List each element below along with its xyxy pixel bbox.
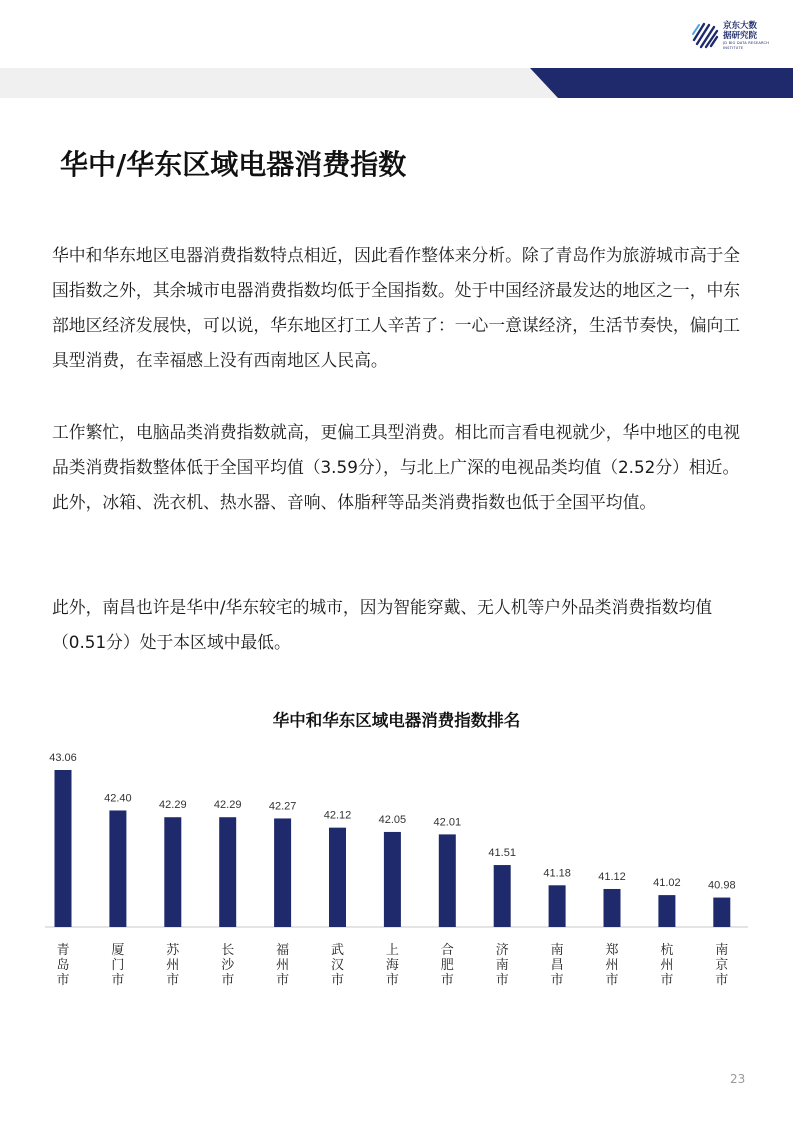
page-number: 23	[730, 1072, 746, 1086]
category-label-5: 武汉市	[330, 943, 345, 988]
bar-0	[55, 770, 72, 927]
category-label-6: 上海市	[385, 943, 399, 988]
paragraph-2: 工作繁忙，电脑品类消费指数就高，更偏工具型消费。相比而言看电视就少，华中地区的电视品类消费指数整体低于全国平均值（3.59分），与北上广深的电视品类均值（2.52分）相近。此外，冰箱、洗衣机、热水器、音响、体脂秤等品类消费指数也低于全国平均值。	[52, 422, 741, 512]
page-title: 华中/华东区域电器消费指数	[60, 148, 407, 181]
category-label-11: 杭州市	[660, 943, 674, 988]
logo-text-cn: 京东大数据研究院	[723, 21, 758, 41]
bar-11	[658, 895, 675, 927]
data-label-2: 42.29	[159, 799, 187, 812]
bar-4	[274, 818, 291, 927]
category-label-10: 郑州市	[605, 943, 619, 988]
data-label-5: 42.12	[323, 809, 352, 822]
category-label-0: 青岛市	[56, 943, 70, 988]
data-label-6: 42.05	[378, 813, 407, 826]
bar-6	[384, 832, 401, 927]
data-label-0: 43.06	[49, 752, 77, 764]
bar-8	[494, 865, 511, 927]
data-label-11: 41.02	[653, 877, 681, 890]
data-label-1: 42.40	[104, 792, 132, 805]
logo-text-en: JD BIG DATA RESEARCH INSTITUTE	[723, 41, 770, 50]
paragraph-1: 华中和华东地区电器消费指数特点相近，因此看作整体来分析。除了青岛作为旅游城市高于全国指数之外，其余城市电器消费指数均低于全国指数。处于中国经济最发达的地区之一，中东部地区经济发展快，可以说，华东地区打工人辛苦了：一心一意谋经济，生活节奏快，偏向工具型消费，在幸福感上没有西南地区人民高。	[52, 245, 741, 370]
bar-10	[604, 889, 621, 927]
bar-3	[219, 817, 236, 927]
category-label-8: 济南市	[495, 943, 509, 988]
category-label-9: 南昌市	[550, 943, 564, 988]
bar-2	[164, 817, 181, 927]
data-label-10: 41.12	[598, 870, 626, 883]
bar-1	[109, 810, 126, 927]
data-label-7: 42.01	[433, 816, 462, 829]
paragraph-3: 此外，南昌也许是华中/华东较宅的城市，因为智能穿戴、无人机等户外品类消费指数均值（0.51分）处于本区域中最低。	[52, 597, 713, 652]
data-label-3: 42.29	[213, 799, 242, 812]
chart-title: 华中和华东区域电器消费指数排名	[272, 711, 521, 730]
data-label-4: 42.27	[268, 800, 297, 813]
category-label-12: 南京市	[715, 943, 729, 988]
category-label-4: 福州市	[276, 943, 290, 988]
bar-12	[713, 898, 730, 927]
data-label-9: 41.18	[543, 867, 571, 880]
data-label-8: 41.51	[488, 847, 516, 860]
bar-7	[439, 834, 456, 927]
category-label-3: 长沙市	[221, 943, 235, 988]
data-label-12: 40.98	[708, 879, 736, 892]
category-label-2: 苏州市	[166, 943, 180, 988]
category-label-1: 厦门市	[111, 943, 125, 988]
bar-5	[329, 828, 346, 927]
bar-9	[549, 885, 566, 927]
category-label-7: 合肥市	[440, 943, 454, 988]
